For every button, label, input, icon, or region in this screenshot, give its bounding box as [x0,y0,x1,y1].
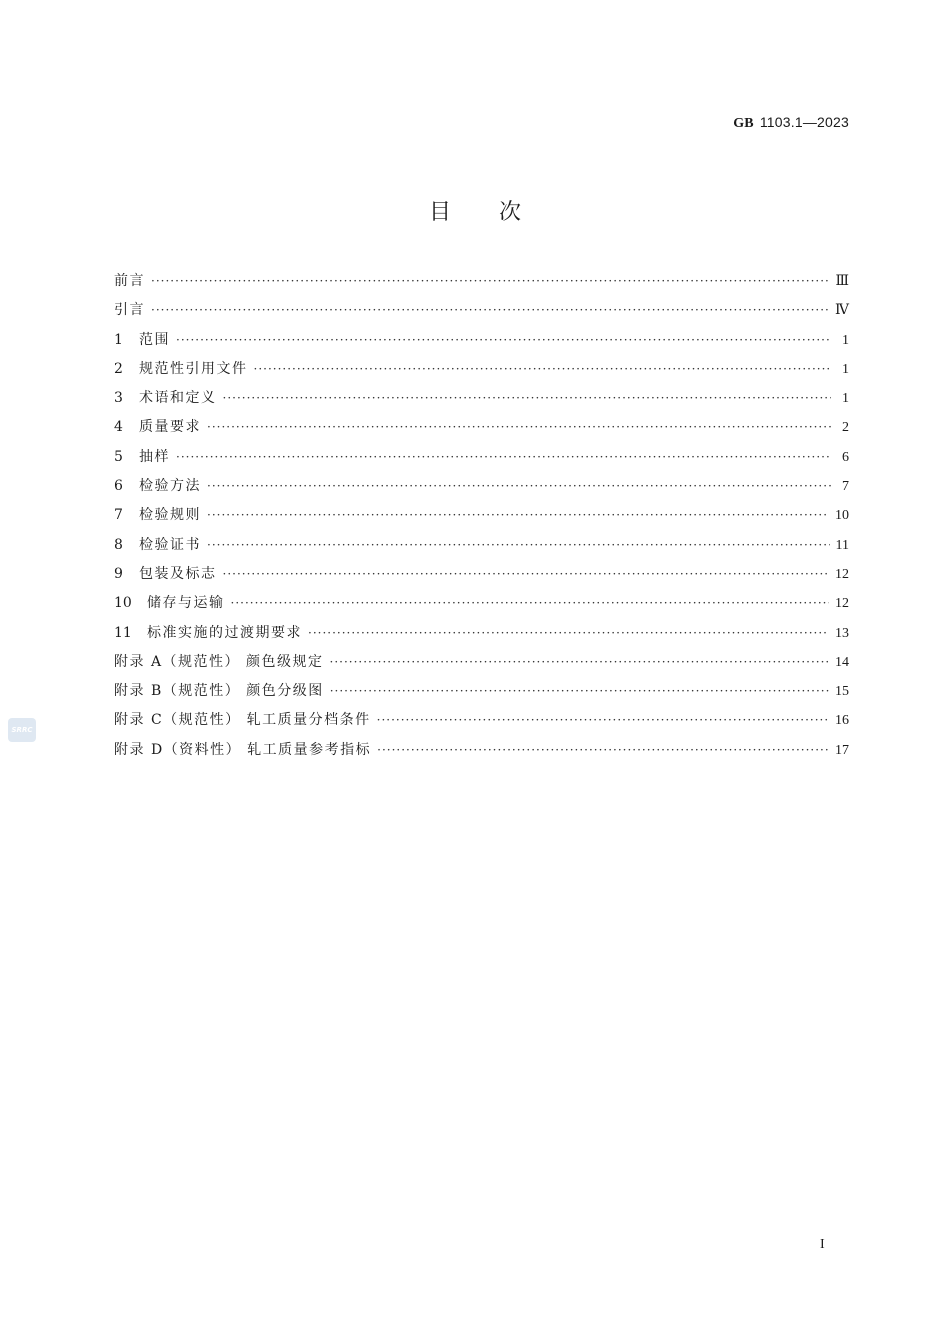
toc-entry-8[interactable] [114,534,849,563]
toc-entry-7[interactable] [114,504,849,533]
toc-entry-page: 11 [835,537,849,553]
toc-entry-number: 8 [114,536,123,553]
toc-entry-page: 12 [835,596,849,612]
toc-entry-label: 检验方法 [139,478,201,495]
toc-entry-number: 5 [114,448,123,465]
toc-leader-dots [207,479,831,493]
toc-entry-page: 14 [835,654,849,670]
toc-entry-page: 13 [835,625,849,641]
toc-entry-label: 附录 D（资料性） 轧工质量参考指标 [114,741,372,758]
toc-entry-3[interactable] [114,387,849,416]
toc-entry-page: 6 [842,449,849,465]
toc-entry-page: Ⅳ [835,303,849,319]
toc-entry-1[interactable] [114,329,849,358]
toc-leader-dots [151,303,829,317]
toc-entry-label: 规范性引用文件 [139,360,248,377]
toc-entry-label: 附录 C（规范性） 轧工质量分档条件 [114,712,371,729]
table-of-contents [114,270,849,768]
toc-leader-dots [223,567,830,581]
toc-leader-dots [176,333,831,347]
toc-entry-number: 6 [114,478,123,495]
toc-entry-introduction[interactable] [114,299,849,328]
toc-leader-dots [330,655,829,669]
toc-entry-10[interactable] [114,592,849,621]
toc-leader-dots [151,274,829,288]
toc-entry-label: 附录 A（规范性） 颜色级规定 [114,653,324,670]
page-title: 目次 [428,200,569,225]
toc-entry-label: 引言 [114,302,145,319]
toc-entry-label: 质量要求 [139,419,201,436]
toc-entry-label: 抽样 [139,448,170,465]
toc-entry-5[interactable] [114,446,849,475]
toc-entry-label: 前言 [114,273,145,289]
toc-entry-foreword[interactable] [114,270,849,299]
toc-entry-appendix-b[interactable] [114,680,849,709]
toc-entry-6[interactable] [114,475,849,504]
toc-leader-dots [176,450,831,464]
standard-code [733,114,849,132]
toc-entry-number: 3 [114,390,123,407]
toc-entry-label: 检验证书 [139,536,201,553]
standard-number: 1103.1—2023 [759,114,849,130]
toc-entry-label: 储存与运输 [147,595,225,612]
toc-entry-label: 检验规则 [139,507,201,524]
toc-leader-dots [254,362,832,376]
toc-entry-2[interactable] [114,358,849,387]
toc-leader-dots [207,538,830,552]
toc-leader-dots [308,626,829,640]
toc-entry-label: 术语和定义 [139,390,217,407]
toc-entry-page: 15 [835,684,849,700]
toc-entry-appendix-d[interactable] [114,739,849,768]
toc-leader-dots [330,684,829,698]
toc-entry-page: 7 [842,479,849,495]
toc-entry-4[interactable] [114,416,849,445]
watermark-logo: SRRC [8,718,36,742]
toc-entry-page: 10 [835,508,849,524]
toc-leader-dots [223,391,832,405]
toc-entry-page: 16 [835,713,849,729]
toc-entry-page: 17 [835,742,849,758]
toc-entry-page: 1 [842,361,849,377]
toc-entry-label: 范围 [139,331,170,348]
toc-entry-9[interactable] [114,563,849,592]
toc-leader-dots [207,508,829,522]
toc-entry-page: 1 [842,332,849,348]
toc-entry-label: 附录 B（规范性） 颜色分级图 [114,683,324,700]
toc-entry-page: Ⅲ [835,274,849,289]
toc-leader-dots [207,420,831,434]
toc-leader-dots [231,596,830,610]
toc-entry-number: 9 [114,565,123,582]
toc-entry-number: 11 [114,624,132,641]
toc-entry-appendix-a[interactable] [114,651,849,680]
toc-entry-page: 12 [835,566,849,582]
toc-entry-page: 2 [842,420,849,436]
toc-leader-dots [377,743,829,757]
standard-prefix: GB [733,116,754,131]
toc-entry-label: 标准实施的过渡期要求 [147,624,302,641]
toc-entry-number: 1 [114,331,123,348]
toc-entry-appendix-c[interactable] [114,709,849,738]
toc-entry-number: 7 [114,507,123,524]
toc-entry-number: 4 [114,419,123,436]
toc-entry-page: 1 [842,391,849,407]
toc-entry-11[interactable] [114,622,849,651]
page-number: I [820,1237,825,1252]
toc-leader-dots [377,713,829,727]
toc-entry-number: 10 [114,595,132,612]
toc-entry-label: 包装及标志 [139,565,217,582]
toc-entry-number: 2 [114,360,123,377]
